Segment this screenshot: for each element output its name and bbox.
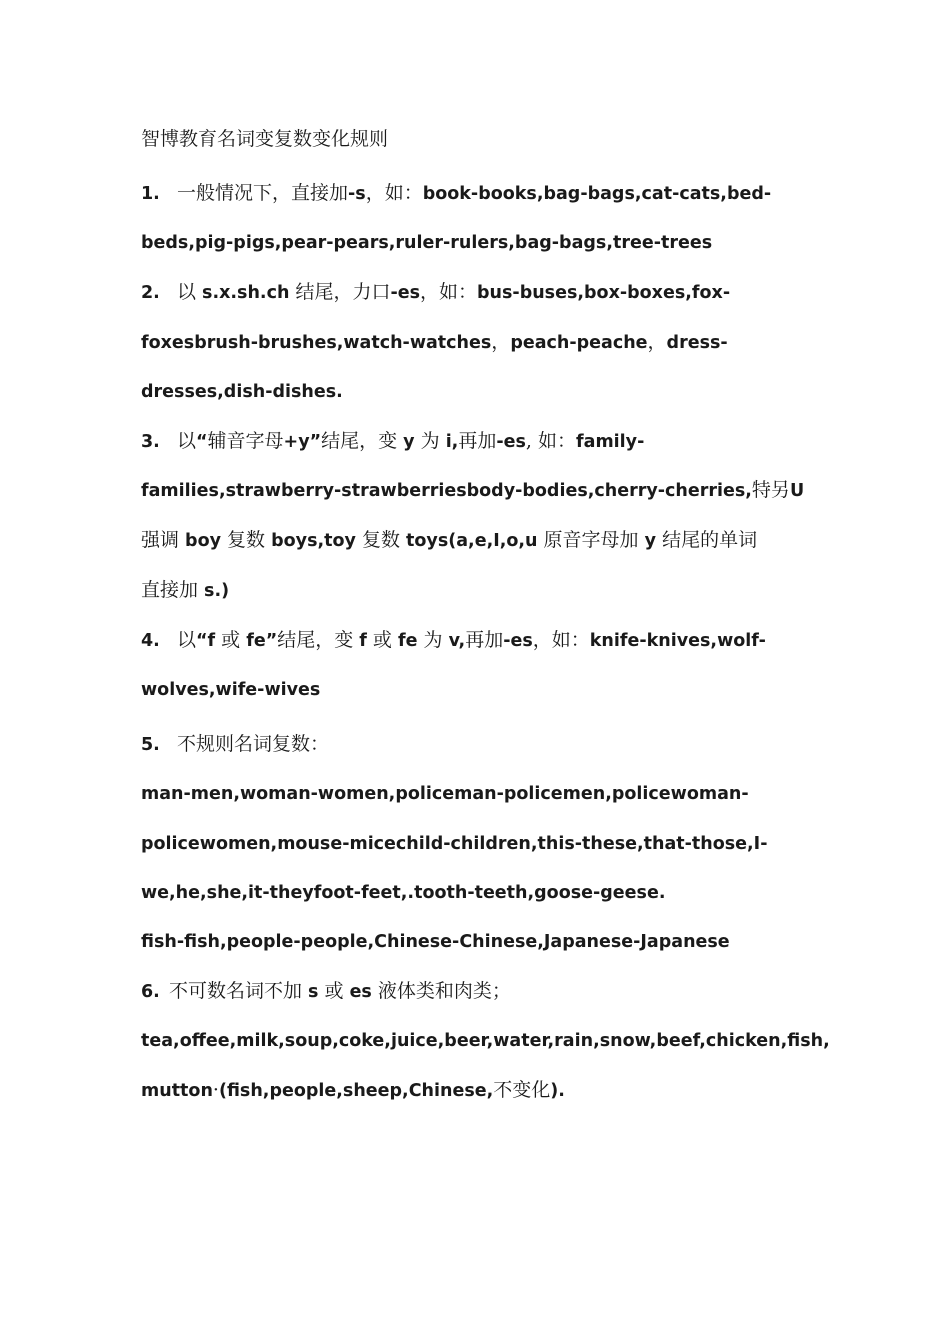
rule-6-number: 6. [141,982,160,1002]
rule-1-line-2: beds,pig-pigs,pear-pears,ruler-rulers,bag-bags,tree-trees [141,233,713,253]
rule-5-line-2: man-men,woman-women,policeman-policemen,policewoman- [141,784,749,804]
rule-2-number: 2. [141,283,160,303]
rule-5-line-1: 5. 不规则名词复数： [141,731,329,758]
rule-2-line-3: dresses,dish-dishes. [141,382,343,402]
rule-3-line-1: 3. 以“辅音字母+y”结尾，变 y 为 i,再加-es, 如：family- [141,428,644,455]
page-title: 智博教育名词变复数变化规则 [141,128,389,150]
rule-5-line-3: policewomen,mouse-micechild-children,this-these,that-those,I- [141,834,768,854]
rule-2-line-1: 2. 以 s.x.sh.ch 结尾，力口-es，如：bus-buses,box-boxes,fox- [141,279,730,306]
rule-4-line-1: 4. 以“f 或 fe”结尾，变 f 或 fe 为 v,再加-es，如：knife-knives,wolf- [141,627,766,654]
rule-5-number: 5. [141,735,160,755]
rule-4-line-2: wolves,wife-wives [141,680,321,700]
rule-6-line-3: mutton·(fish,people,sheep,Chinese,不变化). [141,1079,565,1101]
rule-1-number: 1. [141,184,160,204]
rule-1-line-1: 1. 一般情况下，直接加-s，如：book-books,bag-bags,cat-cats,bed- [141,180,771,207]
rule-5-line-5: fish-fish,people-people,Chinese-Chinese,Japanese-Japanese [141,932,730,952]
rule-4-number: 4. [141,631,160,651]
rule-6-line-1: 6. 不可数名词不加 s 或 es 液体类和肉类； [141,978,511,1005]
rule-3-line-2: families,strawberry-strawberriesbody-bodies,cherry-cherries,特另U [141,479,805,501]
rule-3-number: 3. [141,432,160,452]
rule-6-line-2: tea,offee,milk,soup,coke,juice,beer,water,rain,snow,beef,chicken,fish, [141,1031,830,1051]
rule-2-line-2: foxesbrush-brushes,watch-watches，peach-peache，dress- [141,331,728,353]
rule-3-line-4: 直接加 s.) [141,579,230,601]
rule-5-line-4: we,he,she,it-theyfoot-feet,.tooth-teeth,goose-geese. [141,883,666,903]
rule-3-line-3: 强调 boy 复数 boys,toy 复数 toys(a,e,I,o,u 原音字母加 y 结尾的单词 [141,529,758,551]
